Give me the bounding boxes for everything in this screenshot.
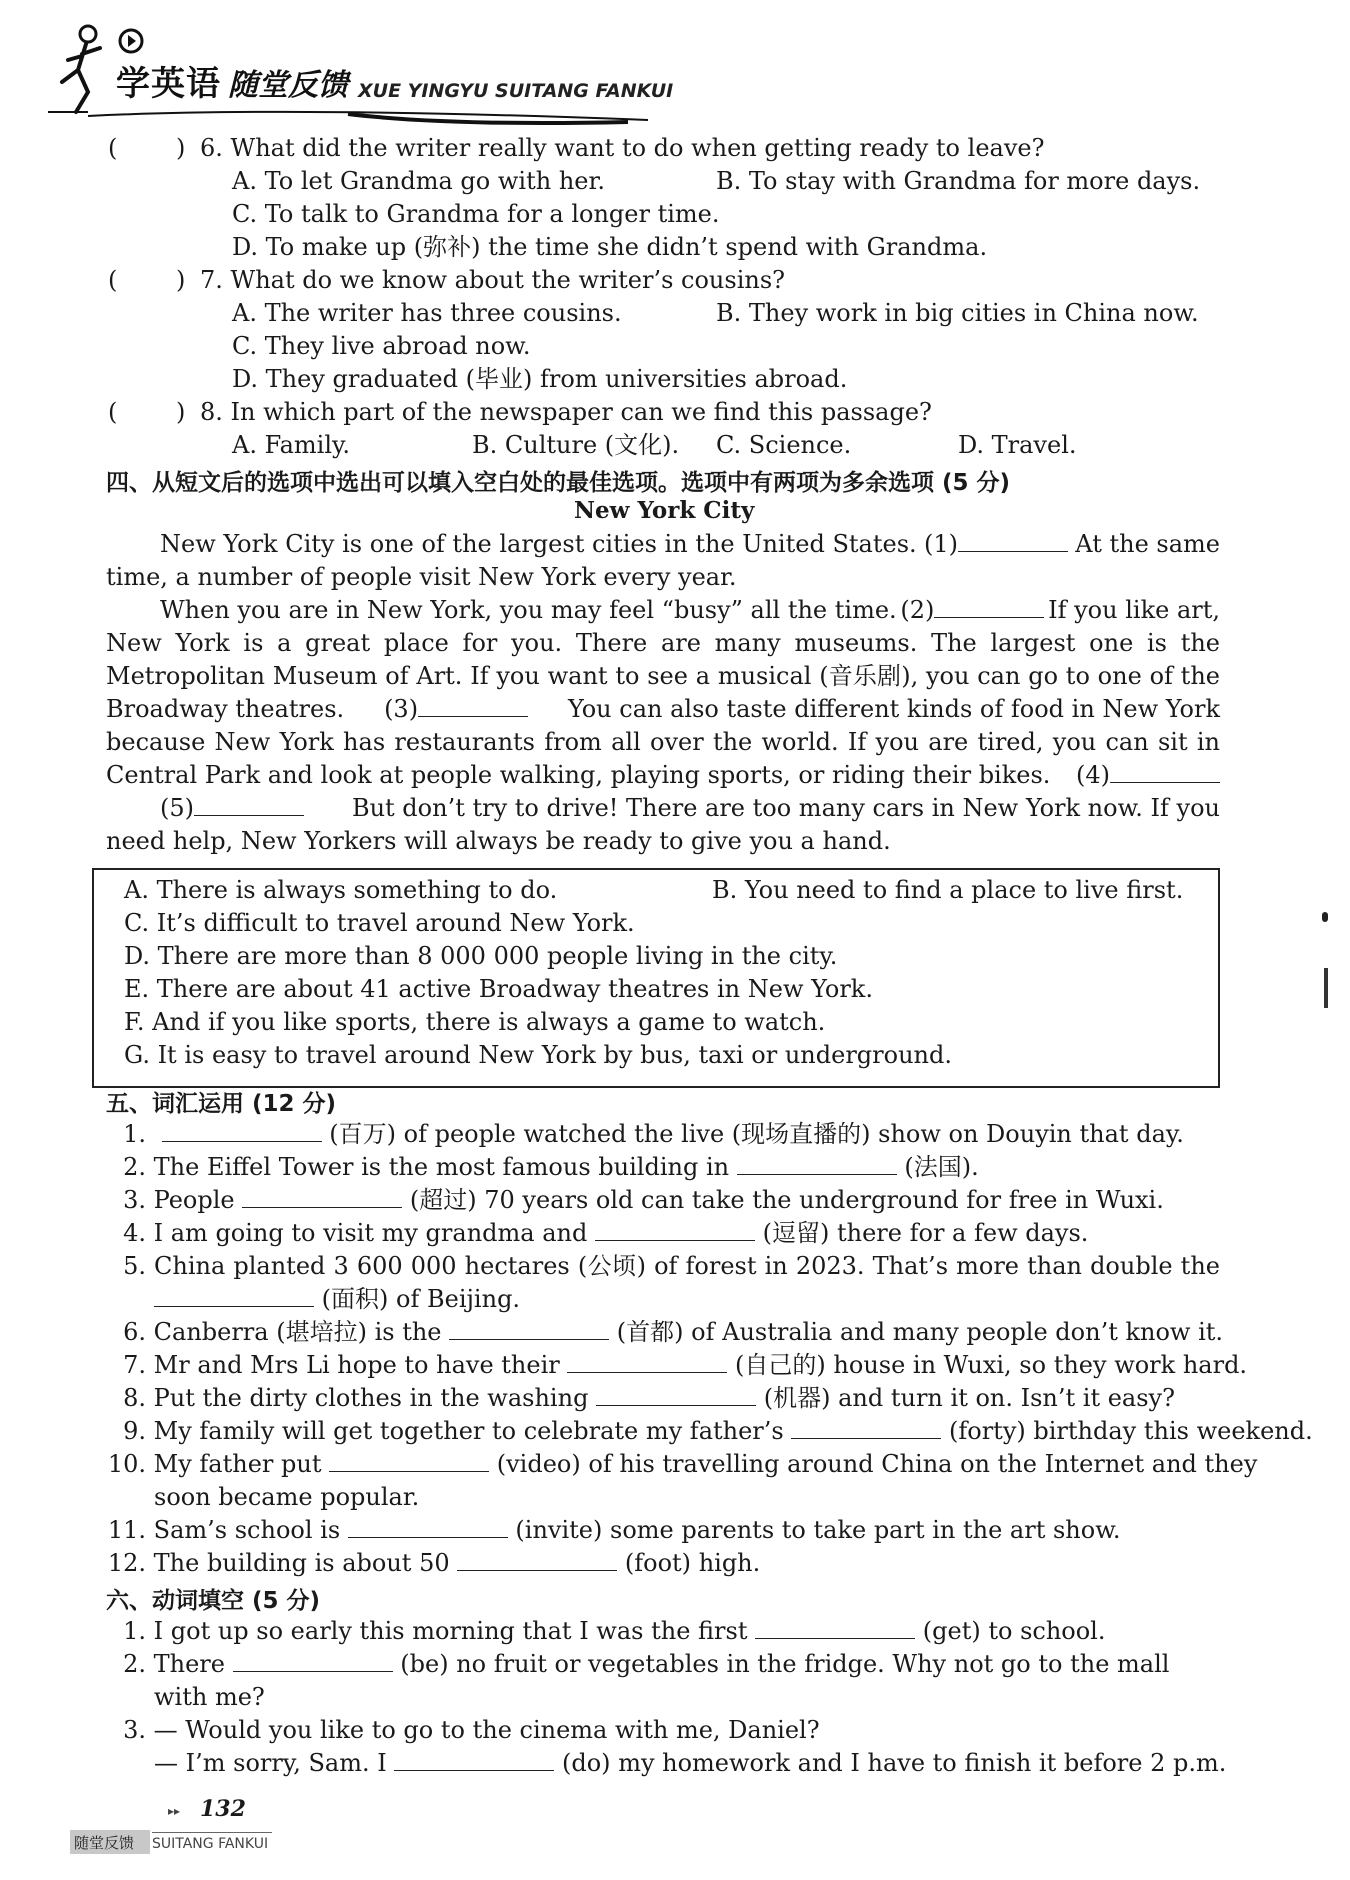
sentence-head: My family will get together to celebrate my father’s xyxy=(153,1417,784,1445)
blank-4[interactable] xyxy=(1076,759,1220,791)
option-g: G. It is easy to travel around New York by bus, taxi or underground. xyxy=(124,1041,952,1069)
hint: (get) xyxy=(922,1617,981,1645)
hint: (foot) xyxy=(624,1549,692,1577)
answer-blank[interactable] xyxy=(449,1317,609,1340)
item-number: 3. xyxy=(123,1716,146,1744)
item-number: 2. xyxy=(123,1650,146,1678)
hint: (机器) xyxy=(763,1384,831,1412)
play-circle-icon xyxy=(118,28,144,54)
footer-badge-en: SUITANG FANKUI xyxy=(152,1836,269,1852)
passage-line xyxy=(106,693,1220,725)
item-number: 12. xyxy=(107,1549,146,1577)
passage-line: need help, New Yorkers will always be ready to give you a hand. xyxy=(106,827,891,855)
vocab-item-11 xyxy=(106,1514,1121,1546)
sentence-tail: there for a few days. xyxy=(837,1219,1089,1247)
sentence-head: — I’m sorry, Sam. I xyxy=(154,1749,387,1777)
item-number: 10. xyxy=(107,1450,146,1478)
vocab-item-1 xyxy=(106,1118,1184,1150)
option: D. They graduated (毕业) from universities abroad. xyxy=(232,365,848,393)
header-title-cn: 学英语 xyxy=(116,64,221,104)
passage-line xyxy=(160,792,1220,824)
verb-item-2-cont: with me? xyxy=(154,1683,265,1711)
section-5-heading: 五、词汇运用 (12 分) xyxy=(106,1091,337,1117)
blank-2[interactable] xyxy=(900,594,1044,626)
answer-blank[interactable] xyxy=(596,1383,756,1406)
vocab-item-5 xyxy=(106,1250,1220,1282)
passage-line: New York is a great place for you. There are many museums. The largest one is the xyxy=(106,629,1220,657)
hint: (do) xyxy=(562,1749,611,1777)
sentence-head: The Eiffel Tower is the most famous building in xyxy=(153,1153,730,1181)
vocab-item-3 xyxy=(106,1184,1164,1216)
sentence-tail: my homework and I have to finish it before 2 p.m. xyxy=(618,1749,1227,1777)
answer-blank[interactable] xyxy=(154,1284,314,1307)
blank-number: (3) xyxy=(384,695,419,723)
hint: (超过) xyxy=(409,1186,477,1214)
option-a: A. There is always something to do. xyxy=(124,876,558,904)
answer-paren-open[interactable]: ( xyxy=(108,134,118,162)
verb-item-2 xyxy=(106,1648,1169,1680)
answer-blank[interactable] xyxy=(755,1616,915,1639)
answer-blank[interactable] xyxy=(329,1449,489,1472)
vocab-item-9 xyxy=(106,1415,1313,1447)
passage-text: Central Park and look at people walking, playing sports, or riding their bikes. xyxy=(106,761,1051,789)
hint: (自己的) xyxy=(735,1351,826,1379)
answer-blank[interactable] xyxy=(595,1218,755,1241)
item-number: 2. xyxy=(123,1153,146,1181)
passage-line xyxy=(160,528,1220,560)
passage-line: time, a number of people visit New York every year. xyxy=(106,563,737,591)
option-c: C. It’s difficult to travel around New York. xyxy=(124,909,635,937)
option: B. Culture (文化). xyxy=(472,431,680,459)
passage-line xyxy=(160,594,1220,626)
footer-rule xyxy=(152,1832,272,1833)
sentence-head: There xyxy=(153,1650,225,1678)
item-number: 5. xyxy=(123,1252,146,1280)
option: C. To talk to Grandma for a longer time. xyxy=(232,200,720,228)
answer-blank[interactable] xyxy=(242,1185,402,1208)
option: A. The writer has three cousins. xyxy=(232,299,622,327)
hint: (法国). xyxy=(904,1153,979,1181)
option: D. To make up (弥补) the time she didn’t spend with Grandma. xyxy=(232,233,988,261)
passage-line xyxy=(106,759,1220,791)
item-number: 7. xyxy=(123,1351,146,1379)
option: C. They live abroad now. xyxy=(232,332,531,360)
sentence-tail: of Australia and many people don’t know it. xyxy=(691,1318,1224,1346)
sentence-head: China planted 3 600 000 hectares (公顷) of forest in 2023. That’s more than double the xyxy=(154,1252,1220,1280)
hint: (forty) xyxy=(949,1417,1026,1445)
sentence-head: Mr and Mrs Li hope to have their xyxy=(153,1351,560,1379)
option: C. Science. xyxy=(716,431,852,459)
sentence-tail: of his travelling around China on the Internet and they xyxy=(588,1450,1258,1478)
answer-paren-close: ) xyxy=(176,398,186,426)
blank-number: (4) xyxy=(1076,761,1110,789)
item-number: 3. xyxy=(123,1186,146,1214)
question-stem: 7. What do we know about the writer’s cousins? xyxy=(200,266,786,294)
verb-item-1 xyxy=(106,1615,1105,1647)
sentence-tail: birthday this weekend. xyxy=(1033,1417,1313,1445)
sentence-head: The building is about 50 xyxy=(153,1549,450,1577)
verb-item-3 xyxy=(106,1714,820,1746)
vocab-item-4 xyxy=(106,1217,1088,1249)
vocab-item-8 xyxy=(106,1382,1175,1414)
hint: (video) xyxy=(496,1450,581,1478)
blank-number: (5) xyxy=(160,794,194,822)
hint: (invite) xyxy=(515,1516,603,1544)
passage-text: At the same xyxy=(1075,530,1220,558)
sentence-head: People xyxy=(153,1186,235,1214)
sentence-head: Sam’s school is xyxy=(153,1516,341,1544)
option-f: F. And if you like sports, there is always a game to watch. xyxy=(124,1008,826,1036)
item-number: 4. xyxy=(123,1219,146,1247)
sentence-head: My father put xyxy=(153,1450,322,1478)
sentence-tail: high. xyxy=(698,1549,761,1577)
option: B. To stay with Grandma for more days. xyxy=(716,167,1201,195)
header-swoosh xyxy=(88,86,648,126)
passage-text: Broadway theatres. xyxy=(106,695,345,723)
passage-text: When you are in New York, you may feel “busy” all the time. xyxy=(160,596,897,624)
blank-5[interactable] xyxy=(160,792,304,824)
sentence-tail: to school. xyxy=(988,1617,1106,1645)
passage-text: If you like art, xyxy=(1048,596,1220,624)
vocab-item-10 xyxy=(106,1448,1257,1480)
hint: (be) xyxy=(400,1650,449,1678)
item-number: 1. xyxy=(123,1120,146,1148)
vocab-item-6 xyxy=(106,1316,1223,1348)
hint: (逗留) xyxy=(762,1219,830,1247)
verb-item-3-cont xyxy=(154,1747,1226,1779)
answer-paren-close: ) xyxy=(176,266,186,294)
blank-1[interactable] xyxy=(924,528,1068,560)
answer-paren-open[interactable]: ( xyxy=(108,266,118,294)
sentence-tail: house in Wuxi, so they work hard. xyxy=(833,1351,1248,1379)
answer-blank[interactable] xyxy=(394,1748,554,1771)
option: B. They work in big cities in China now. xyxy=(716,299,1199,327)
item-number: 9. xyxy=(123,1417,146,1445)
option: A. To let Grandma go with her. xyxy=(232,167,605,195)
answer-blank[interactable] xyxy=(567,1350,727,1373)
sentence-tail: some parents to take part in the art show. xyxy=(610,1516,1121,1544)
item-number: 8. xyxy=(123,1384,146,1412)
sentence-tail: 70 years old can take the underground for free in Wuxi. xyxy=(484,1186,1164,1214)
blank-3[interactable] xyxy=(384,693,528,725)
vocab-item-5-cont xyxy=(154,1283,520,1315)
sentence-tail: no fruit or vegetables in the fridge. Why not go to the mall xyxy=(456,1650,1170,1678)
sentence-head: Canberra (堪培拉) is the xyxy=(153,1318,442,1346)
vocab-item-2 xyxy=(106,1151,979,1183)
answer-blank[interactable] xyxy=(162,1119,322,1142)
footer-badge-cn: 随堂反馈 xyxy=(74,1834,135,1852)
option: A. Family. xyxy=(232,431,351,459)
page-number: 132 xyxy=(200,1796,246,1822)
vocab-item-10-cont: soon became popular. xyxy=(154,1483,420,1511)
question-stem: 6. What did the writer really want to do when getting ready to leave? xyxy=(200,134,1045,162)
sentence-tail: and turn it on. Isn’t it easy? xyxy=(838,1384,1175,1412)
answer-blank[interactable] xyxy=(737,1152,897,1175)
item-number: 6. xyxy=(123,1318,146,1346)
sentence-head: Put the dirty clothes in the washing xyxy=(153,1384,589,1412)
option-d: D. There are more than 8 000 000 people living in the city. xyxy=(124,942,838,970)
vocab-item-12 xyxy=(106,1547,760,1579)
hint: (首都) xyxy=(616,1318,684,1346)
hint: (百万) xyxy=(329,1120,397,1148)
passage-line: Metropolitan Museum of Art. If you want to see a musical (音乐剧), you can go to one of the xyxy=(106,662,1220,690)
passage-title: New York City xyxy=(574,497,755,524)
margin-mark xyxy=(1322,912,1328,922)
option-e: E. There are about 41 active Broadway theatres in New York. xyxy=(124,975,873,1003)
vocab-item-7 xyxy=(106,1349,1247,1381)
option: D. Travel. xyxy=(958,431,1077,459)
section-4-heading: 四、从短文后的选项中选出可以填入空白处的最佳选项。选项中有两项为多余选项 (5 分) xyxy=(106,470,1011,496)
passage-line: because New York has restaurants from all over the world. If you are tired, you can sit in xyxy=(106,728,1220,756)
passage-text: New York City is one of the largest cities in the United States. xyxy=(160,530,917,558)
page-header xyxy=(48,20,674,120)
answer-blank[interactable] xyxy=(348,1515,508,1538)
sentence-tail: of Beijing. xyxy=(396,1285,521,1313)
section-6-heading: 六、动词填空 (5 分) xyxy=(106,1588,321,1614)
answer-paren-close: ) xyxy=(176,134,186,162)
blank-number: (1) xyxy=(923,530,958,558)
answer-blank[interactable] xyxy=(457,1548,617,1571)
sentence-head: — Would you like to go to the cinema with me, Daniel? xyxy=(153,1716,820,1744)
item-number: 1. xyxy=(123,1617,146,1645)
option-b: B. You need to find a place to live first. xyxy=(712,876,1184,904)
sentence-head: I got up so early this morning that I was the first xyxy=(153,1617,748,1645)
header-title-cn-2: 随堂反馈 xyxy=(228,68,348,103)
header-title-en: XUE YINGYU SUITANG FANKUI xyxy=(358,80,674,102)
sentence-tail: of people watched the live (现场直播的) show on Douyin that day. xyxy=(403,1120,1184,1148)
sentence-head: I am going to visit my grandma and xyxy=(153,1219,588,1247)
answer-blank[interactable] xyxy=(791,1416,941,1439)
hint: (面积) xyxy=(321,1285,389,1313)
question-stem: 8. In which part of the newspaper can we find this passage? xyxy=(200,398,932,426)
margin-mark xyxy=(1324,968,1328,1008)
item-number: 11. xyxy=(107,1516,146,1544)
passage-text: You can also taste different kinds of food in New York xyxy=(567,695,1220,723)
answer-blank[interactable] xyxy=(233,1649,393,1672)
blank-number: (2) xyxy=(900,596,935,624)
passage-text: But don’t try to drive! There are too many cars in New York now. If you xyxy=(351,794,1220,822)
answer-paren-open[interactable]: ( xyxy=(108,398,118,426)
arrow-icon: ▸▸ xyxy=(168,1804,181,1818)
